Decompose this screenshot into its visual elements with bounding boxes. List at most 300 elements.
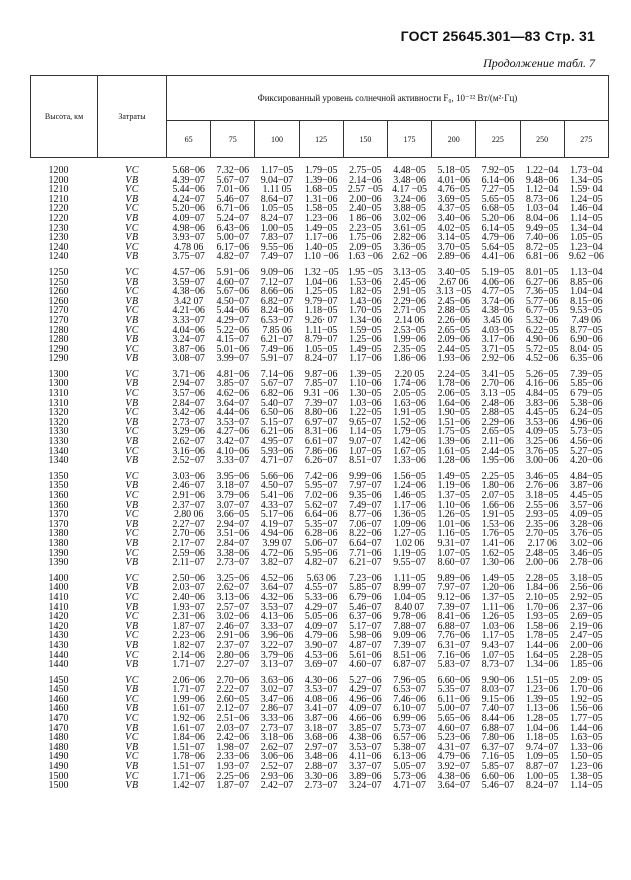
- value-cell: 6.53−07: [393, 684, 426, 696]
- value-cell: 6.11−06: [437, 693, 470, 705]
- value-cell: 9.78−06: [393, 611, 426, 623]
- value-cell: 3.87−06: [304, 713, 338, 725]
- value-cell: 2.45−06: [437, 295, 470, 307]
- value-cell: 2.73−07: [172, 416, 205, 428]
- value-cell: 5.73−07: [393, 722, 426, 734]
- value-cell: 3.24−07: [172, 334, 205, 346]
- value-cell: 1.28−06: [437, 455, 470, 467]
- value-cell: 4.02−05: [437, 222, 470, 234]
- height-cell: 1250: [48, 276, 69, 288]
- value-cell: 2.57 −05: [347, 184, 383, 196]
- cost-cell: VB: [125, 639, 139, 651]
- value-cell: 5.33−06: [304, 591, 338, 603]
- cost-cell: VC: [125, 184, 139, 196]
- value-cell: 1.34−06: [349, 314, 382, 326]
- value-cell: 2.11−07: [172, 557, 205, 569]
- value-cell: 1.71−07: [172, 659, 205, 671]
- value-cell: 2.78−06: [570, 557, 603, 569]
- value-cell: 3.99−07: [216, 353, 249, 365]
- value-cell: 3.53−07: [349, 741, 382, 753]
- level-header: 175: [387, 121, 431, 158]
- value-cell: 5.68−06: [172, 165, 205, 176]
- value-cell: 3.24−07: [349, 780, 382, 792]
- height-cell: 1370: [48, 509, 69, 521]
- value-cell: 1.51−05: [525, 674, 559, 686]
- value-cell: 1.87−07: [216, 780, 249, 792]
- value-cell: 8.80−06: [304, 407, 338, 419]
- value-cell: 2.94−07: [172, 378, 205, 390]
- value-cell: 6.82−06: [260, 388, 294, 400]
- value-cell: 1.02 06: [394, 537, 425, 549]
- value-cell: 5.17−06: [260, 509, 294, 521]
- value-cell: 3.13−07: [260, 659, 294, 671]
- value-cell: 6.37−06: [349, 611, 382, 623]
- value-cell: 3.76−05: [525, 445, 559, 457]
- value-cell: 1.82−07: [172, 639, 205, 651]
- value-cell: 9.09−06: [260, 266, 294, 278]
- cost-cell: VC: [125, 572, 139, 584]
- value-cell: 1.11−05: [393, 572, 426, 584]
- value-cell: 1.53−06: [481, 518, 515, 530]
- value-cell: 1.14−05: [349, 426, 382, 438]
- level-header: 75: [211, 121, 255, 158]
- value-cell: 1.33−06: [570, 741, 603, 753]
- value-cell: 2.42−07: [260, 780, 294, 792]
- value-cell: 1.14−05: [570, 212, 603, 224]
- value-cell: 1.23−06: [570, 761, 603, 773]
- height-cell: 1430: [48, 639, 69, 651]
- value-cell: 7.42−06: [304, 470, 338, 482]
- value-cell: 4.15−07: [216, 334, 249, 346]
- value-cell: 1.13−06: [525, 703, 559, 715]
- value-cell: 2.19−06: [570, 620, 603, 632]
- value-cell: 3.02−06: [393, 212, 426, 224]
- level-header: 125: [299, 121, 343, 158]
- cost-cell: VC: [125, 674, 139, 686]
- value-cell: 5.35−07: [437, 684, 470, 696]
- value-cell: 8.73−07: [481, 659, 515, 671]
- cost-cell: VC: [125, 305, 139, 317]
- value-cell: 1.56−06: [570, 703, 603, 715]
- value-cell: 2.62 −06: [392, 251, 427, 263]
- value-cell: 4.29−07: [216, 314, 249, 326]
- value-cell: 2.10−05: [525, 591, 559, 603]
- cost-cell: VC: [125, 751, 139, 763]
- value-cell: 2.42−06: [216, 732, 249, 744]
- cost-cell: VB: [125, 601, 139, 613]
- value-cell: 2.17 06: [527, 537, 557, 549]
- value-cell: 2.23−05: [349, 222, 382, 234]
- value-cell: 3.82−07: [260, 557, 294, 569]
- value-cell: 3.22−07: [260, 639, 294, 651]
- value-cell: 1.34−06: [525, 659, 559, 671]
- value-cell: 8.85−06: [570, 276, 603, 288]
- value-cell: 7.49−07: [260, 251, 294, 263]
- value-cell: 1.32 −05: [303, 266, 339, 278]
- value-cell: 3.29−06: [172, 426, 205, 438]
- value-cell: 4.79−06: [437, 751, 470, 763]
- value-cell: 4.30−06: [304, 674, 338, 686]
- value-cell: 5.44−06: [216, 305, 249, 317]
- value-cell: 4.32−06: [260, 591, 294, 603]
- value-cell: 8.72−05: [525, 241, 559, 253]
- height-cell: 1480: [48, 741, 69, 753]
- value-cell: 7.23−06: [349, 572, 382, 584]
- cost-cell: VB: [125, 334, 139, 346]
- value-cell: 3.00−06: [525, 455, 559, 467]
- value-cell: 2.70−06: [172, 528, 205, 540]
- value-cell: 5.19−05: [481, 266, 515, 278]
- value-cell: 1.51−07: [172, 761, 205, 773]
- value-cell: 2.91−05: [393, 286, 426, 298]
- value-cell: 2.37−06: [570, 601, 603, 613]
- value-cell: 2.23−06: [172, 630, 205, 642]
- value-cell: 1.34−04: [570, 222, 603, 234]
- value-cell: 5.20−06: [172, 203, 205, 215]
- value-cell: 3.63−06: [260, 674, 294, 686]
- value-cell: 3.03−06: [172, 470, 205, 482]
- value-cell: 3.42−06: [172, 407, 205, 419]
- value-cell: 4.71−07: [393, 780, 426, 792]
- value-cell: 4.29−07: [304, 601, 338, 613]
- height-cell: 1500: [48, 780, 69, 792]
- cost-cell: VC: [125, 509, 139, 521]
- value-cell: 4.20−06: [570, 455, 603, 467]
- table-row: [31, 354, 609, 364]
- value-cell: 1.73−04: [570, 165, 603, 176]
- value-cell: 1.31−06: [304, 193, 338, 205]
- table-row: [31, 781, 609, 791]
- value-cell: 4.52−06: [260, 572, 294, 584]
- value-cell: 5.46−07: [216, 193, 249, 205]
- table-row: [31, 262, 609, 278]
- cost-cell: VC: [125, 649, 139, 661]
- value-cell: 5.63 06: [306, 572, 336, 584]
- cost-cell: VB: [125, 557, 139, 569]
- value-cell: 7.27−05: [481, 184, 515, 196]
- value-cell: 7.39−07: [304, 397, 338, 409]
- value-cell: 4.98−06: [172, 222, 205, 234]
- value-cell: 1.61−07: [172, 703, 205, 715]
- value-cell: 9.49−05: [525, 222, 559, 234]
- value-cell: 5.40−07: [260, 397, 294, 409]
- value-cell: 1.84−06: [172, 732, 205, 744]
- cost-cell: VC: [125, 426, 139, 438]
- value-cell: 6.50−06: [260, 407, 294, 419]
- value-cell: 1.70−06: [570, 684, 603, 696]
- cost-cell: VB: [125, 416, 139, 428]
- value-cell: 8.51−07: [349, 455, 382, 467]
- value-cell: 1.78−06: [437, 378, 470, 390]
- height-cell: 1480: [48, 732, 69, 744]
- row-group: [31, 568, 609, 670]
- value-cell: 6.64−06: [304, 509, 338, 521]
- value-cell: 1.93−07: [216, 761, 249, 773]
- value-cell: 3.71−06: [172, 368, 205, 380]
- value-cell: 1.66−06: [481, 499, 515, 511]
- value-cell: 5.27−05: [570, 445, 603, 457]
- value-cell: 8.24−07: [525, 780, 559, 792]
- cost-cell: VB: [125, 761, 139, 773]
- value-cell: 3.41−05: [481, 368, 515, 380]
- table-row: [31, 660, 609, 670]
- value-cell: 6.14−05: [481, 222, 515, 234]
- value-cell: 7.40−07: [481, 703, 515, 715]
- value-cell: 3.64−07: [216, 397, 249, 409]
- height-cell: 1270: [48, 305, 69, 317]
- value-cell: 2.70−06: [216, 674, 249, 686]
- value-cell: 5.85−06: [570, 378, 603, 390]
- height-cell: 1260: [48, 295, 69, 307]
- value-cell: 2.73−07: [260, 722, 294, 734]
- value-cell: 7.49−07: [349, 499, 382, 511]
- value-cell: 1.10 −06: [303, 251, 339, 263]
- value-cell: 4.96−06: [570, 416, 603, 428]
- cost-cell: VC: [125, 286, 139, 298]
- value-cell: 1.03−06: [349, 397, 382, 409]
- value-cell: 1.24−05: [570, 193, 603, 205]
- value-cell: 4.10−06: [216, 445, 249, 457]
- value-cell: 2.80 06: [173, 509, 204, 521]
- value-cell: 2.00−06: [525, 557, 559, 569]
- value-cell: 5.22−06: [216, 324, 249, 336]
- value-cell: 3.87−06: [570, 480, 603, 492]
- value-cell: 1.04−06: [525, 722, 559, 734]
- value-cell: 2.91−06: [216, 630, 249, 642]
- value-cell: 2.62−07: [216, 582, 249, 594]
- value-cell: 3.71−05: [481, 343, 515, 355]
- value-cell: 5.85−07: [349, 582, 382, 594]
- value-cell: 2.25−06: [216, 770, 249, 782]
- value-cell: 1.05−05: [260, 203, 294, 215]
- value-cell: 1.07−05: [437, 547, 470, 559]
- value-cell: 5.61−06: [349, 649, 382, 661]
- height-cell: 1360: [48, 490, 69, 501]
- value-cell: 6.21−06: [260, 426, 294, 438]
- value-cell: 4.37−05: [437, 203, 470, 215]
- value-cell: 1.11−06: [481, 601, 514, 613]
- height-cell: 1470: [48, 713, 69, 725]
- value-cell: 2.07−05: [481, 490, 515, 501]
- value-cell: 4.57−06: [172, 266, 205, 278]
- cost-cell: VB: [125, 295, 139, 307]
- value-cell: 7.96−05: [393, 674, 426, 686]
- row-group: [31, 364, 609, 466]
- value-cell: 4.16−06: [525, 378, 559, 390]
- value-cell: 2.29−06: [393, 295, 426, 307]
- height-cell: 1300: [48, 378, 69, 390]
- value-cell: 5.18−05: [437, 165, 470, 176]
- value-cell: 3.69−07: [304, 659, 338, 671]
- level-header: 100: [255, 121, 299, 158]
- value-cell: 4.71−07: [260, 455, 294, 467]
- value-cell: 1.04−05: [393, 591, 426, 603]
- value-cell: 3.45 06: [483, 314, 513, 326]
- value-cell: 7.46−06: [393, 693, 426, 705]
- table-row: [31, 252, 609, 262]
- value-cell: 7.49−06: [260, 343, 294, 355]
- value-cell: 7.88−07: [393, 620, 426, 632]
- value-cell: 9.07−07: [349, 436, 382, 448]
- value-cell: 2.93−06: [260, 770, 294, 782]
- value-cell: 3.53−07: [260, 601, 294, 613]
- value-cell: 1.37−05: [481, 591, 515, 603]
- value-cell: 1.49−05: [304, 222, 338, 234]
- value-cell: 2.73−07: [304, 780, 338, 792]
- value-cell: 5.15−07: [260, 416, 294, 428]
- value-cell: 2.97−07: [304, 741, 338, 753]
- cost-cell: VB: [125, 659, 139, 671]
- value-cell: 4.38−06: [349, 732, 382, 744]
- value-cell: 4.90−06: [525, 334, 559, 346]
- value-cell: 6.71−06: [216, 203, 249, 215]
- value-cell: 7.39−07: [393, 639, 426, 651]
- value-cell: 2.48−06: [481, 397, 515, 409]
- value-cell: 5.06−07: [304, 537, 338, 549]
- cost-cell: VC: [125, 470, 139, 482]
- value-cell: 4.09−05: [525, 426, 559, 438]
- value-cell: 2.14−06: [172, 649, 205, 661]
- value-cell: 4.09−07: [349, 703, 382, 715]
- value-cell: 3.06−06: [260, 751, 294, 763]
- height-cell: 1220: [48, 212, 69, 224]
- value-cell: 1.85−06: [570, 659, 603, 671]
- cost-cell: VC: [125, 713, 139, 725]
- value-cell: 2.14−06: [349, 174, 382, 186]
- value-cell: 2.88−05: [437, 305, 470, 317]
- value-cell: 5.85−07: [481, 761, 515, 773]
- value-cell: 8.40 07: [394, 601, 425, 613]
- value-cell: 6.10−07: [393, 703, 426, 715]
- value-cell: 1.18−05: [304, 305, 338, 317]
- value-cell: 1.91−05: [393, 407, 426, 419]
- value-cell: 3.42−07: [216, 436, 249, 448]
- cost-cell: VB: [125, 174, 139, 186]
- value-cell: 5.73−05: [570, 426, 603, 438]
- value-cell: 1.18−05: [525, 732, 559, 744]
- table-row: [31, 364, 609, 380]
- value-cell: 7.76−06: [437, 630, 470, 642]
- value-cell: 6.37−07: [481, 741, 515, 753]
- value-cell: 3.88−05: [393, 203, 426, 215]
- value-cell: 2.88−07: [304, 761, 338, 773]
- height-cell: 1380: [48, 528, 69, 540]
- value-cell: 3.76−05: [570, 528, 603, 540]
- height-cell: 1390: [48, 547, 69, 559]
- value-cell: 9.53−05: [570, 305, 603, 317]
- value-cell: 1.39−06: [437, 436, 470, 448]
- value-cell: 6.88−07: [481, 722, 515, 734]
- value-cell: 3.48−06: [393, 174, 426, 186]
- value-cell: 3.33−06: [260, 713, 294, 725]
- value-cell: 5.38−06: [570, 397, 603, 409]
- value-cell: 1.23−06: [525, 684, 559, 696]
- value-cell: 4.13−06: [260, 611, 294, 623]
- page-header: ГОСТ 25645.301—83 Стр. 31: [400, 28, 595, 44]
- height-cell: 1240: [48, 251, 69, 263]
- value-cell: 2.67 06: [439, 276, 469, 288]
- value-cell: 1.10−06: [349, 378, 382, 390]
- value-cell: 4.17 −05: [392, 184, 427, 196]
- cost-cell: VB: [125, 499, 139, 511]
- value-cell: 1.03−04: [525, 203, 559, 215]
- height-cell: 1300: [48, 368, 69, 380]
- value-cell: 8.51−06: [393, 649, 426, 661]
- value-cell: 9.62 −06: [568, 251, 604, 263]
- value-cell: 1.09−06: [393, 518, 426, 530]
- value-cell: 4.09−07: [304, 620, 338, 632]
- value-cell: 5.91−06: [216, 266, 249, 278]
- value-cell: 3.42 07: [173, 295, 204, 307]
- value-cell: 2.00−06: [349, 193, 382, 205]
- value-cell: 8.22−06: [349, 528, 382, 540]
- value-cell: 1.00−05: [525, 770, 559, 782]
- value-cell: 6.24−05: [570, 407, 603, 419]
- value-cell: 4.44−06: [216, 407, 249, 419]
- value-cell: 1.03−06: [481, 620, 515, 632]
- value-cell: 8.44−06: [481, 713, 515, 725]
- height-cell: 1440: [48, 649, 69, 661]
- value-cell: 4.77−05: [481, 286, 515, 298]
- value-cell: 1.33−06: [393, 455, 426, 467]
- value-cell: 8.99−07: [393, 582, 426, 594]
- level-header: 275: [564, 121, 608, 158]
- cost-cell: VB: [125, 193, 139, 205]
- value-cell: 6.90−06: [570, 334, 603, 346]
- value-cell: 1.64−05: [525, 649, 559, 661]
- value-cell: 1.27−05: [393, 528, 426, 540]
- value-cell: 2.20 05: [394, 368, 425, 380]
- value-cell: 5.83−07: [437, 659, 470, 671]
- value-cell: 2.06−05: [437, 388, 470, 400]
- value-cell: 1.04−04: [570, 286, 603, 298]
- value-cell: 1 86−06: [349, 212, 382, 224]
- value-cell: 7.97−07: [437, 582, 470, 594]
- value-cell: 2.26−06: [437, 314, 470, 326]
- cost-cell: VC: [125, 343, 139, 355]
- value-cell: 1.70−05: [349, 305, 382, 317]
- value-cell: 6.21−07: [260, 334, 294, 346]
- value-cell: 2.06−06: [172, 674, 205, 686]
- value-cell: 7.80−06: [481, 732, 515, 744]
- value-cell: 3.70−05: [437, 241, 470, 253]
- value-cell: 3.64−07: [260, 582, 294, 594]
- value-cell: 1.49−05: [349, 343, 382, 355]
- value-cell: 2.71−05: [393, 305, 426, 317]
- value-cell: 9.99−06: [349, 470, 382, 482]
- value-cell: 2.35−06: [525, 518, 559, 530]
- value-cell: 3.36−05: [393, 241, 426, 253]
- height-cell: 1490: [48, 751, 69, 763]
- value-cell: 4.03−05: [481, 324, 515, 336]
- value-cell: 7.40−06: [525, 232, 559, 244]
- value-cell: 5.26−05: [525, 368, 559, 380]
- solar-activity-header: Фиксированный уровень солнечной активности F₀, 10⁻²² Вт/(м²·Гц): [167, 76, 609, 121]
- value-cell: 4.45−05: [570, 490, 603, 501]
- value-cell: 1.04−06: [304, 276, 338, 288]
- value-cell: 4.60−07: [437, 722, 470, 734]
- value-cell: 9.31−07: [437, 537, 470, 549]
- value-cell: 2.76−06: [525, 480, 559, 492]
- value-cell: 7.32−06: [216, 165, 249, 176]
- value-cell: 1.82−05: [349, 286, 382, 298]
- value-cell: 3.75−07: [172, 251, 205, 263]
- height-cell: 1320: [48, 416, 69, 428]
- cost-cell: VC: [125, 611, 139, 623]
- value-cell: 6.99−06: [393, 713, 426, 725]
- value-cell: 4.09−05: [570, 509, 603, 521]
- value-cell: 4.76−05: [437, 184, 470, 196]
